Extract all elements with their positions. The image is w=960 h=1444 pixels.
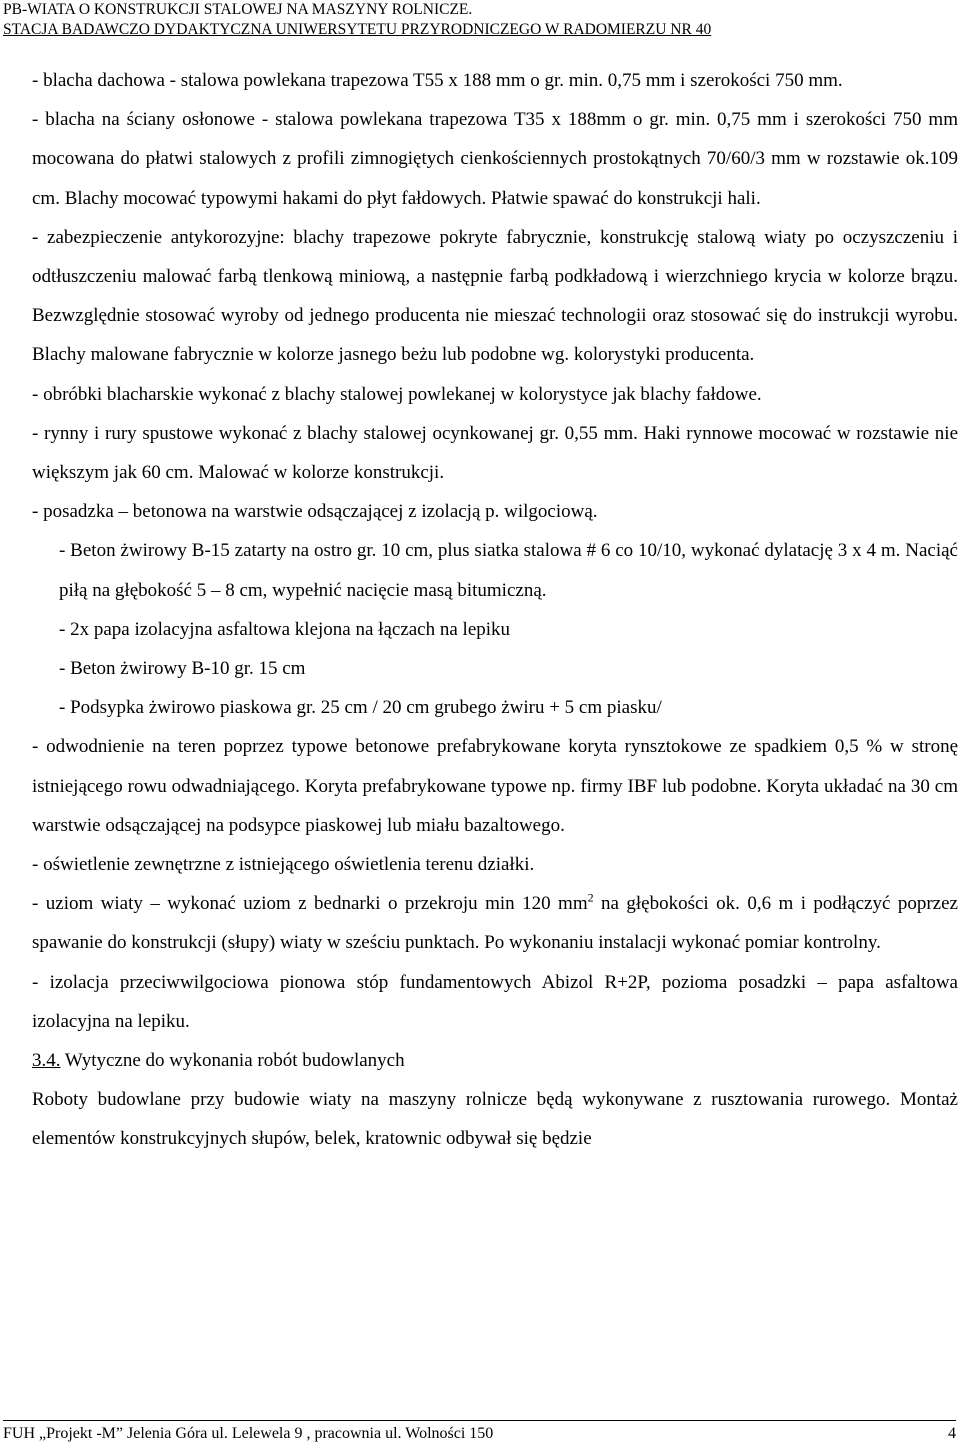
- paragraph-floor-concrete-b15: - Beton żwirowy B-15 zatarty na ostro gr. 10 cm, plus siatka stalowa # 6 co 10/10, wykonać dylatację 3 x 4 m. Naciąć piłą na głębokość 5 – 8 cm, wypełnić nacięcie masą bitumiczną.: [59, 540, 958, 601]
- section-heading: [32, 1041, 958, 1080]
- paragraph-grounding: [32, 884, 958, 962]
- grounding-text-start: - uziom wiaty – wykonać uziom z bednarki o przekroju min 120 mm: [32, 893, 588, 915]
- page-number: 4: [948, 1425, 956, 1442]
- paragraph-floor-gravel-bed: - Podsypka żwirowo piaskowa gr. 25 cm / 20 cm grubego żwiru + 5 cm piasku/: [59, 697, 662, 719]
- paragraph-gutters: - rynny i rury spustowe wykonać z blachy stalowej ocynkowanej gr. 0,55 mm. Haki rynnowe mocować w rozstawie nie większym jak 60 cm. Malować w kolorze konstrukcji.: [32, 422, 958, 484]
- paragraph-insulation: - izolacja przeciwwilgociowa pionowa stóp fundamentowych Abizol R+2P, pozioma posadzki – papa asfaltowa izolacyjna na lepiku.: [32, 971, 958, 1032]
- footer-company: FUH „Projekt -M” Jelenia Góra ul. Lelewela 9 , pracownia ul. Wolności 150: [3, 1425, 494, 1442]
- grounding-text-end: na głębokości ok. 0,6 m i podłączyć poprzez spawanie do konstrukcji (słupy) wiaty w sześciu punktach. Po wykonaniu instalacji wykonać pomiar kontrolny.: [32, 893, 958, 954]
- page-footer: [3, 1420, 956, 1444]
- paragraph-floor: - posadzka – betonowa na warstwie odsączającej z izolacją p. wilgociową.: [32, 501, 598, 523]
- paragraph-drainage: - odwodnienie na teren poprzez typowe betonowe prefabrykowane koryta rynsztokowe ze spadkiem 0,5 % w stronę istniejącego rowu odwadniającego. Koryta prefabrykowane typowe np. firmy IBF lub podobne. Koryta układać na 30 cm warstwie odsączającej na podsypce piaskowej lub miału bazaltowego.: [32, 736, 958, 836]
- paragraph-construction-works: Roboty budowlane przy budowie wiaty na maszyny rolnicze będą wykonywane z rusztowania rurowego. Montaż elementów konstrukcyjnych słupów, belek, kratownic odbywał się będzie: [32, 1089, 958, 1150]
- superscript-2: 2: [587, 890, 594, 905]
- header-subtitle: STACJA BADAWCZO DYDAKTYCZNA UNIWERSYTETU PRZYRODNICZEGO W RADOMIERZU NR 40: [3, 21, 712, 38]
- paragraph-flashing: - obróbki blacharskie wykonać z blachy stalowej powlekanej w kolorystyce jak blachy fałdowe.: [32, 383, 762, 405]
- paragraph-wall-sheet: - blacha na ściany osłonowe - stalowa powlekana trapezowa T35 x 188mm o gr. min. 0,75 mm i szerokości 750 mm mocowana do płatwi stalowych z profili zimnogiętych cienkościennych prostokątnych 70/60/3 mm w rozstawie ok.109 cm. Blachy mocować typowymi hakami do płyt fałdowych. Płatwie spawać do konstrukcji hali.: [32, 109, 958, 209]
- paragraph-corrosion-protection: - zabezpieczenie antykorozyjne: blachy trapezowe pokryte fabrycznie, konstrukcję stalową wiaty po oczyszczeniu i odtłuszczeniu malować farbą tlenkową miniową, a następnie farbą podkładową i wierzchniego krycia w kolorze brązu. Bezwzględnie stosować wyroby od jednego producenta nie mieszać technologii oraz stosować się do instrukcji wyrobu. Blachy malowane fabrycznie w kolorze jasnego beżu lub podobne wg. kolorystyki producenta.: [32, 226, 958, 366]
- paragraph-lighting: - oświetlenie zewnętrzne z istniejącego oświetlenia terenu działki.: [32, 854, 535, 876]
- document-body: [32, 61, 958, 1159]
- paragraph-roof-sheet: - blacha dachowa - stalowa powlekana trapezowa T55 x 188 mm o gr. min. 0,75 mm i szerokości 750 mm.: [32, 70, 843, 91]
- paragraph-floor-tar-paper: - 2x papa izolacyjna asfaltowa klejona na łączach na lepiku: [59, 618, 511, 640]
- header-title: PB-WIATA O KONSTRUKCJI STALOWEJ NA MASZYNY ROLNICZE.: [3, 1, 473, 18]
- page-header: [3, 0, 957, 40]
- section-number: 3.4.: [32, 1050, 61, 1072]
- paragraph-floor-concrete-b10: - Beton żwirowy B-10 gr. 15 cm: [59, 658, 306, 680]
- section-title: Wytyczne do wykonania robót budowlanych: [60, 1050, 405, 1072]
